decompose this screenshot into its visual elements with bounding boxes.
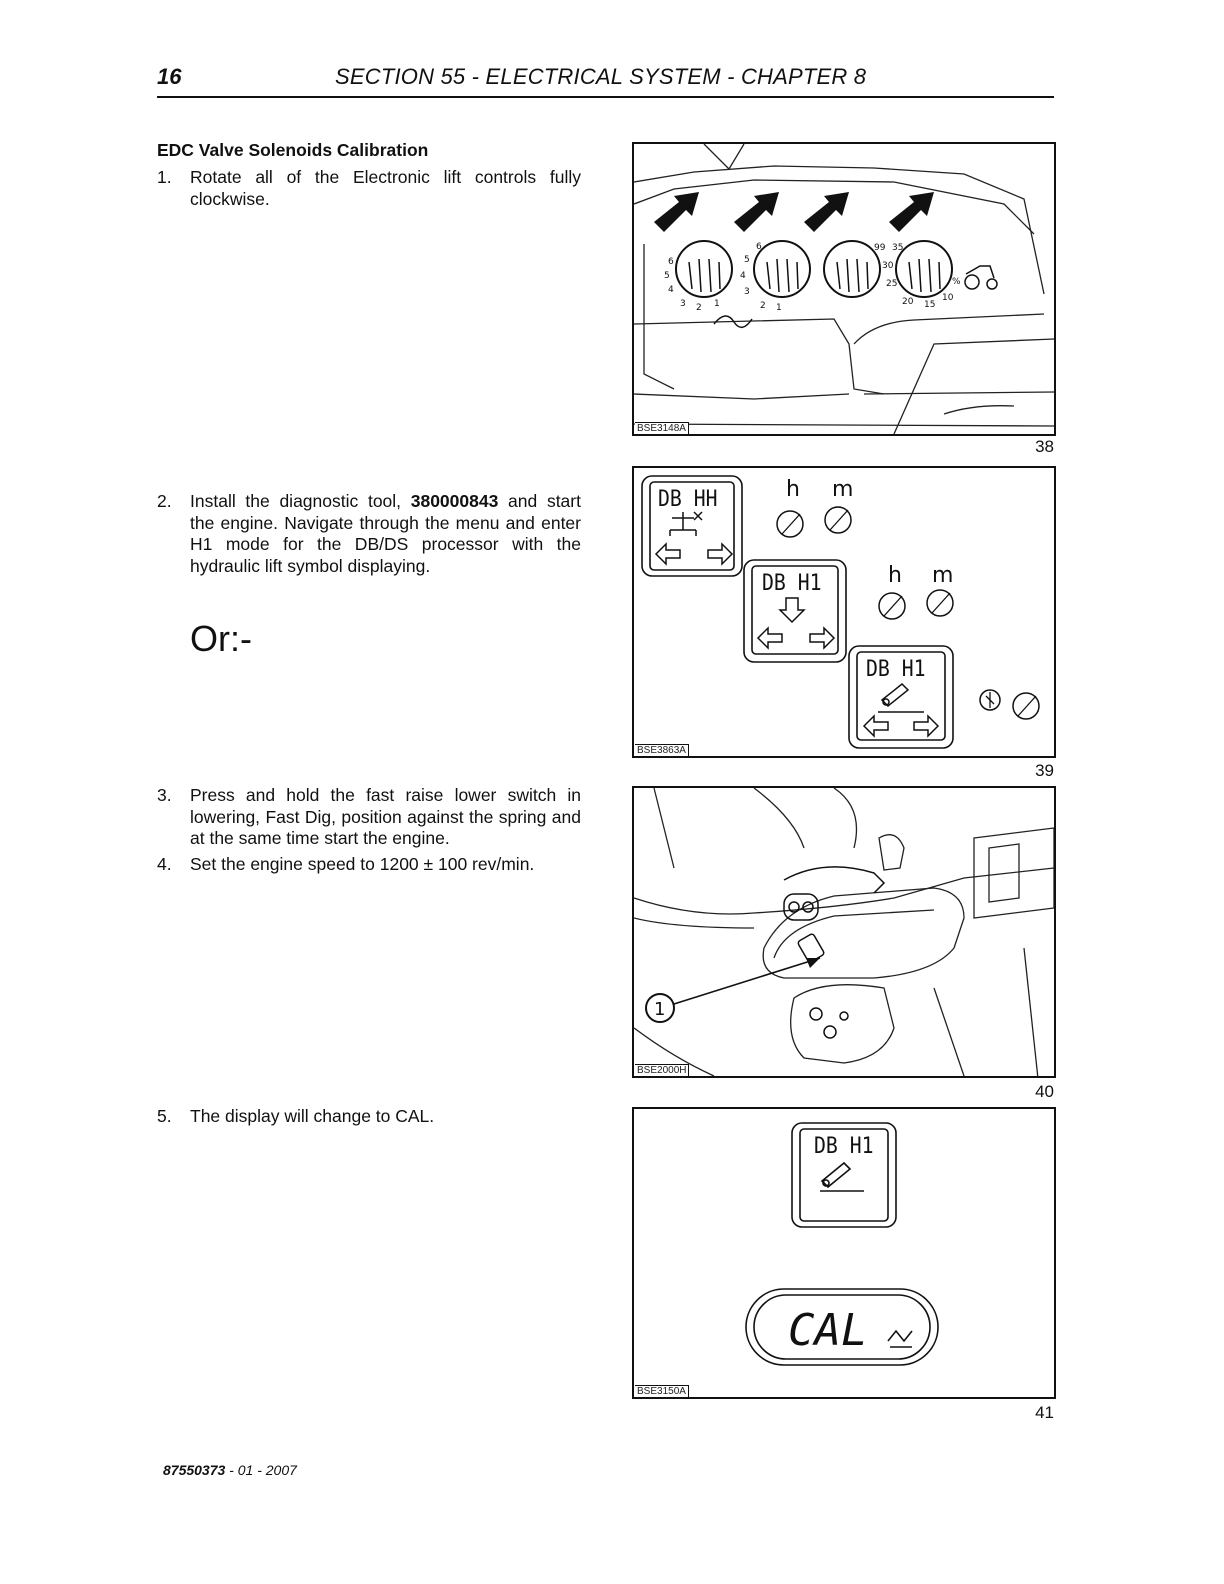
step-text: Install the diagnostic tool, 380000843 and start the engine. Navigate through the menu and enter H1 mode for the DB/DS processor with the hydraulic lift symbol displaying. xyxy=(190,491,581,576)
page-footer xyxy=(163,1462,297,1478)
step-number: 4. xyxy=(157,854,172,874)
svg-text:3: 3 xyxy=(680,299,686,309)
step-2 xyxy=(157,491,581,577)
dial-2 xyxy=(754,241,810,297)
figure-41-cal-display xyxy=(632,1107,1056,1399)
dial-3 xyxy=(824,241,880,297)
diagnostic-panels-illustration xyxy=(634,468,1054,756)
figure-number-40: 40 xyxy=(1035,1082,1054,1101)
step-number: 5. xyxy=(157,1106,172,1126)
step-1 xyxy=(157,167,581,210)
step-text: Rotate all of the Electronic lift controls fully clockwise. xyxy=(190,167,581,209)
button-label-m: m xyxy=(932,563,954,588)
procedure-heading: EDC Valve Solenoids Calibration xyxy=(157,140,429,160)
figure-number-38: 38 xyxy=(1035,437,1054,456)
svg-text:2: 2 xyxy=(760,301,766,311)
step-number: 1. xyxy=(157,167,172,187)
svg-text:30: 30 xyxy=(882,261,894,271)
tool-number: 380000843 xyxy=(410,491,499,511)
figure-number-41: 41 xyxy=(1035,1403,1054,1422)
button-label-h: h xyxy=(888,563,902,588)
svg-text:99: 99 xyxy=(874,243,886,253)
step-text: Press and hold the fast raise lower switch in lowering, Fast Dig, position against the spring and at the same time start the engine. xyxy=(190,785,581,848)
display-text: DB H1 xyxy=(814,1133,874,1159)
svg-text:25: 25 xyxy=(886,279,898,289)
svg-text:10: 10 xyxy=(942,293,954,303)
step-text: The display will change to CAL. xyxy=(190,1106,435,1126)
figure-40-fast-raise-switch xyxy=(632,786,1056,1078)
button-label-m: m xyxy=(832,477,854,502)
dial-1 xyxy=(676,241,732,297)
svg-text:3: 3 xyxy=(744,287,750,297)
figure-code: BSE2000H xyxy=(635,1064,689,1076)
figure-38-lift-controls xyxy=(632,142,1056,436)
armrest-illustration xyxy=(634,788,1054,1076)
step-5 xyxy=(157,1106,581,1128)
figure-code: BSE3148A xyxy=(635,422,689,434)
figure-code: BSE3863A xyxy=(635,744,689,756)
svg-text:35: 35 xyxy=(892,243,904,253)
tractor-icon xyxy=(965,266,997,289)
svg-text:20: 20 xyxy=(902,297,914,307)
svg-text:6: 6 xyxy=(668,257,674,267)
document-number: 87550373 xyxy=(163,1462,226,1478)
step-text: Set the engine speed to 1200 ± 100 rev/min. xyxy=(190,854,535,874)
display-text: DB H1 xyxy=(762,570,822,596)
svg-text:15: 15 xyxy=(924,300,936,310)
display-text: DB H1 xyxy=(866,656,926,682)
svg-text:1: 1 xyxy=(714,299,720,309)
svg-text:2: 2 xyxy=(696,303,702,313)
figure-39-diagnostic-panels xyxy=(632,466,1056,758)
page-number: 16 xyxy=(157,64,182,89)
svg-text:6: 6 xyxy=(756,242,762,252)
step-number: 3. xyxy=(157,785,172,805)
svg-text:%: % xyxy=(952,277,961,287)
section-title: SECTION 55 - ELECTRICAL SYSTEM - CHAPTER 8 xyxy=(335,64,867,89)
svg-text:5: 5 xyxy=(664,271,670,281)
lift-controls-illustration xyxy=(634,144,1054,434)
svg-text:4: 4 xyxy=(740,271,746,281)
figure-number-39: 39 xyxy=(1035,761,1054,780)
button-label-h: h xyxy=(786,477,800,502)
step-4 xyxy=(157,854,581,876)
svg-text:5: 5 xyxy=(744,255,750,265)
display-text: DB HH xyxy=(658,486,718,512)
svg-text:4: 4 xyxy=(668,285,674,295)
dial-group xyxy=(676,241,952,297)
svg-text:1: 1 xyxy=(776,303,782,313)
document-date: - 01 - 2007 xyxy=(225,1462,297,1478)
callout-number: 1 xyxy=(654,999,666,1020)
page-header xyxy=(157,62,1054,98)
cal-display-illustration xyxy=(634,1109,1054,1397)
cal-readout: CAL xyxy=(788,1305,868,1356)
figure-code: BSE3150A xyxy=(635,1385,689,1397)
or-separator: Or:- xyxy=(190,618,252,659)
dial-4 xyxy=(896,241,952,297)
step-3 xyxy=(157,785,581,850)
step-number: 2. xyxy=(157,491,172,511)
